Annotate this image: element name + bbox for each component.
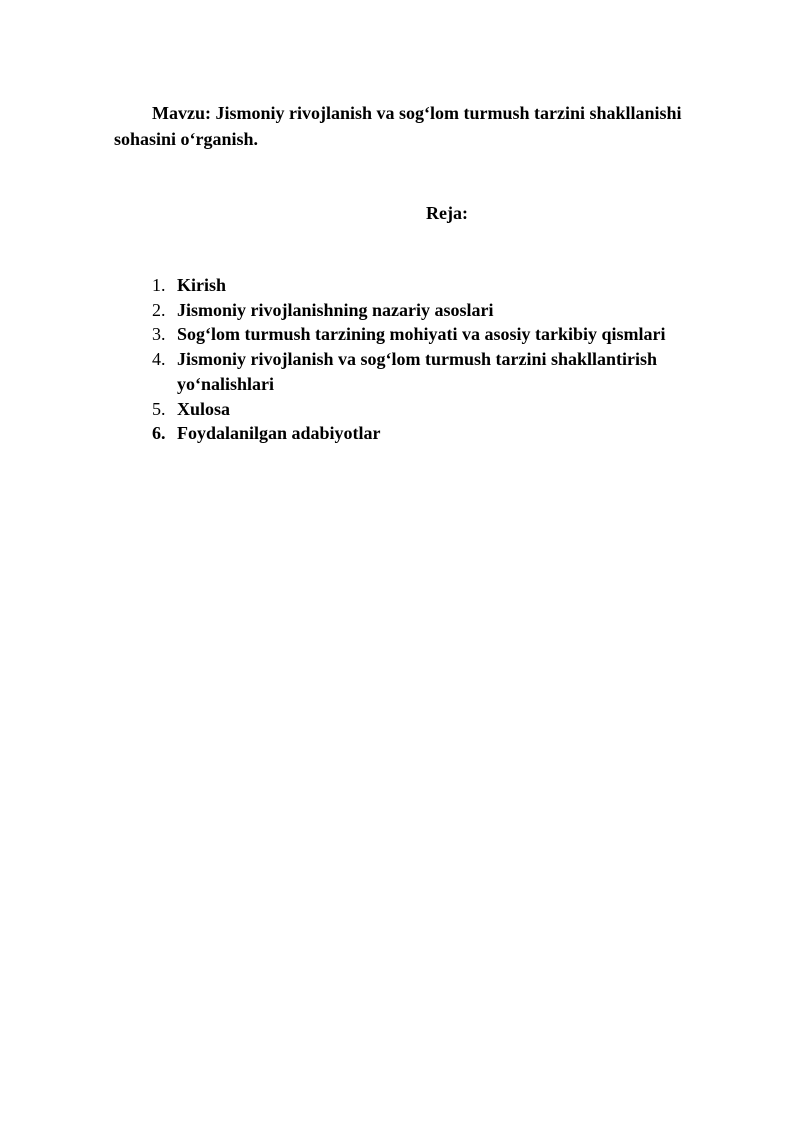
plan-heading: Reja:	[426, 203, 468, 223]
list-item-number: 5.	[152, 398, 166, 419]
list-item	[152, 421, 752, 446]
plan-list	[152, 273, 752, 446]
list-item-number: 4.	[152, 349, 166, 370]
list-item	[152, 322, 752, 347]
list-item-number: 3.	[152, 324, 166, 345]
list-item-text: Sog‘lom turmush tarzining mohiyati va asosiy tarkibiy qismlari	[177, 324, 666, 345]
list-item-number: 2.	[152, 299, 166, 320]
list-item-text: Jismoniy rivojlanish va sog‘lom turmush tarzini shakllantirish yo‘nalishlari	[177, 349, 658, 394]
list-item-number: 1.	[152, 275, 166, 295]
list-item-text: Xulosa	[177, 398, 231, 419]
list-item-text: Jismoniy rivojlanishning nazariy asoslari	[177, 299, 494, 320]
list-item	[152, 397, 752, 422]
list-item	[152, 347, 752, 396]
list-item	[152, 273, 752, 298]
topic-title: Mavzu: Jismoniy rivojlanish va sog‘lom turmush tarzini shakllanishi sohasini o‘rganish.	[114, 103, 682, 149]
list-item-text: Foydalanilgan adabiyotlar	[177, 423, 381, 444]
list-item	[152, 298, 752, 323]
list-item-text: Kirish	[177, 275, 227, 295]
list-item-number: 6.	[152, 423, 166, 444]
